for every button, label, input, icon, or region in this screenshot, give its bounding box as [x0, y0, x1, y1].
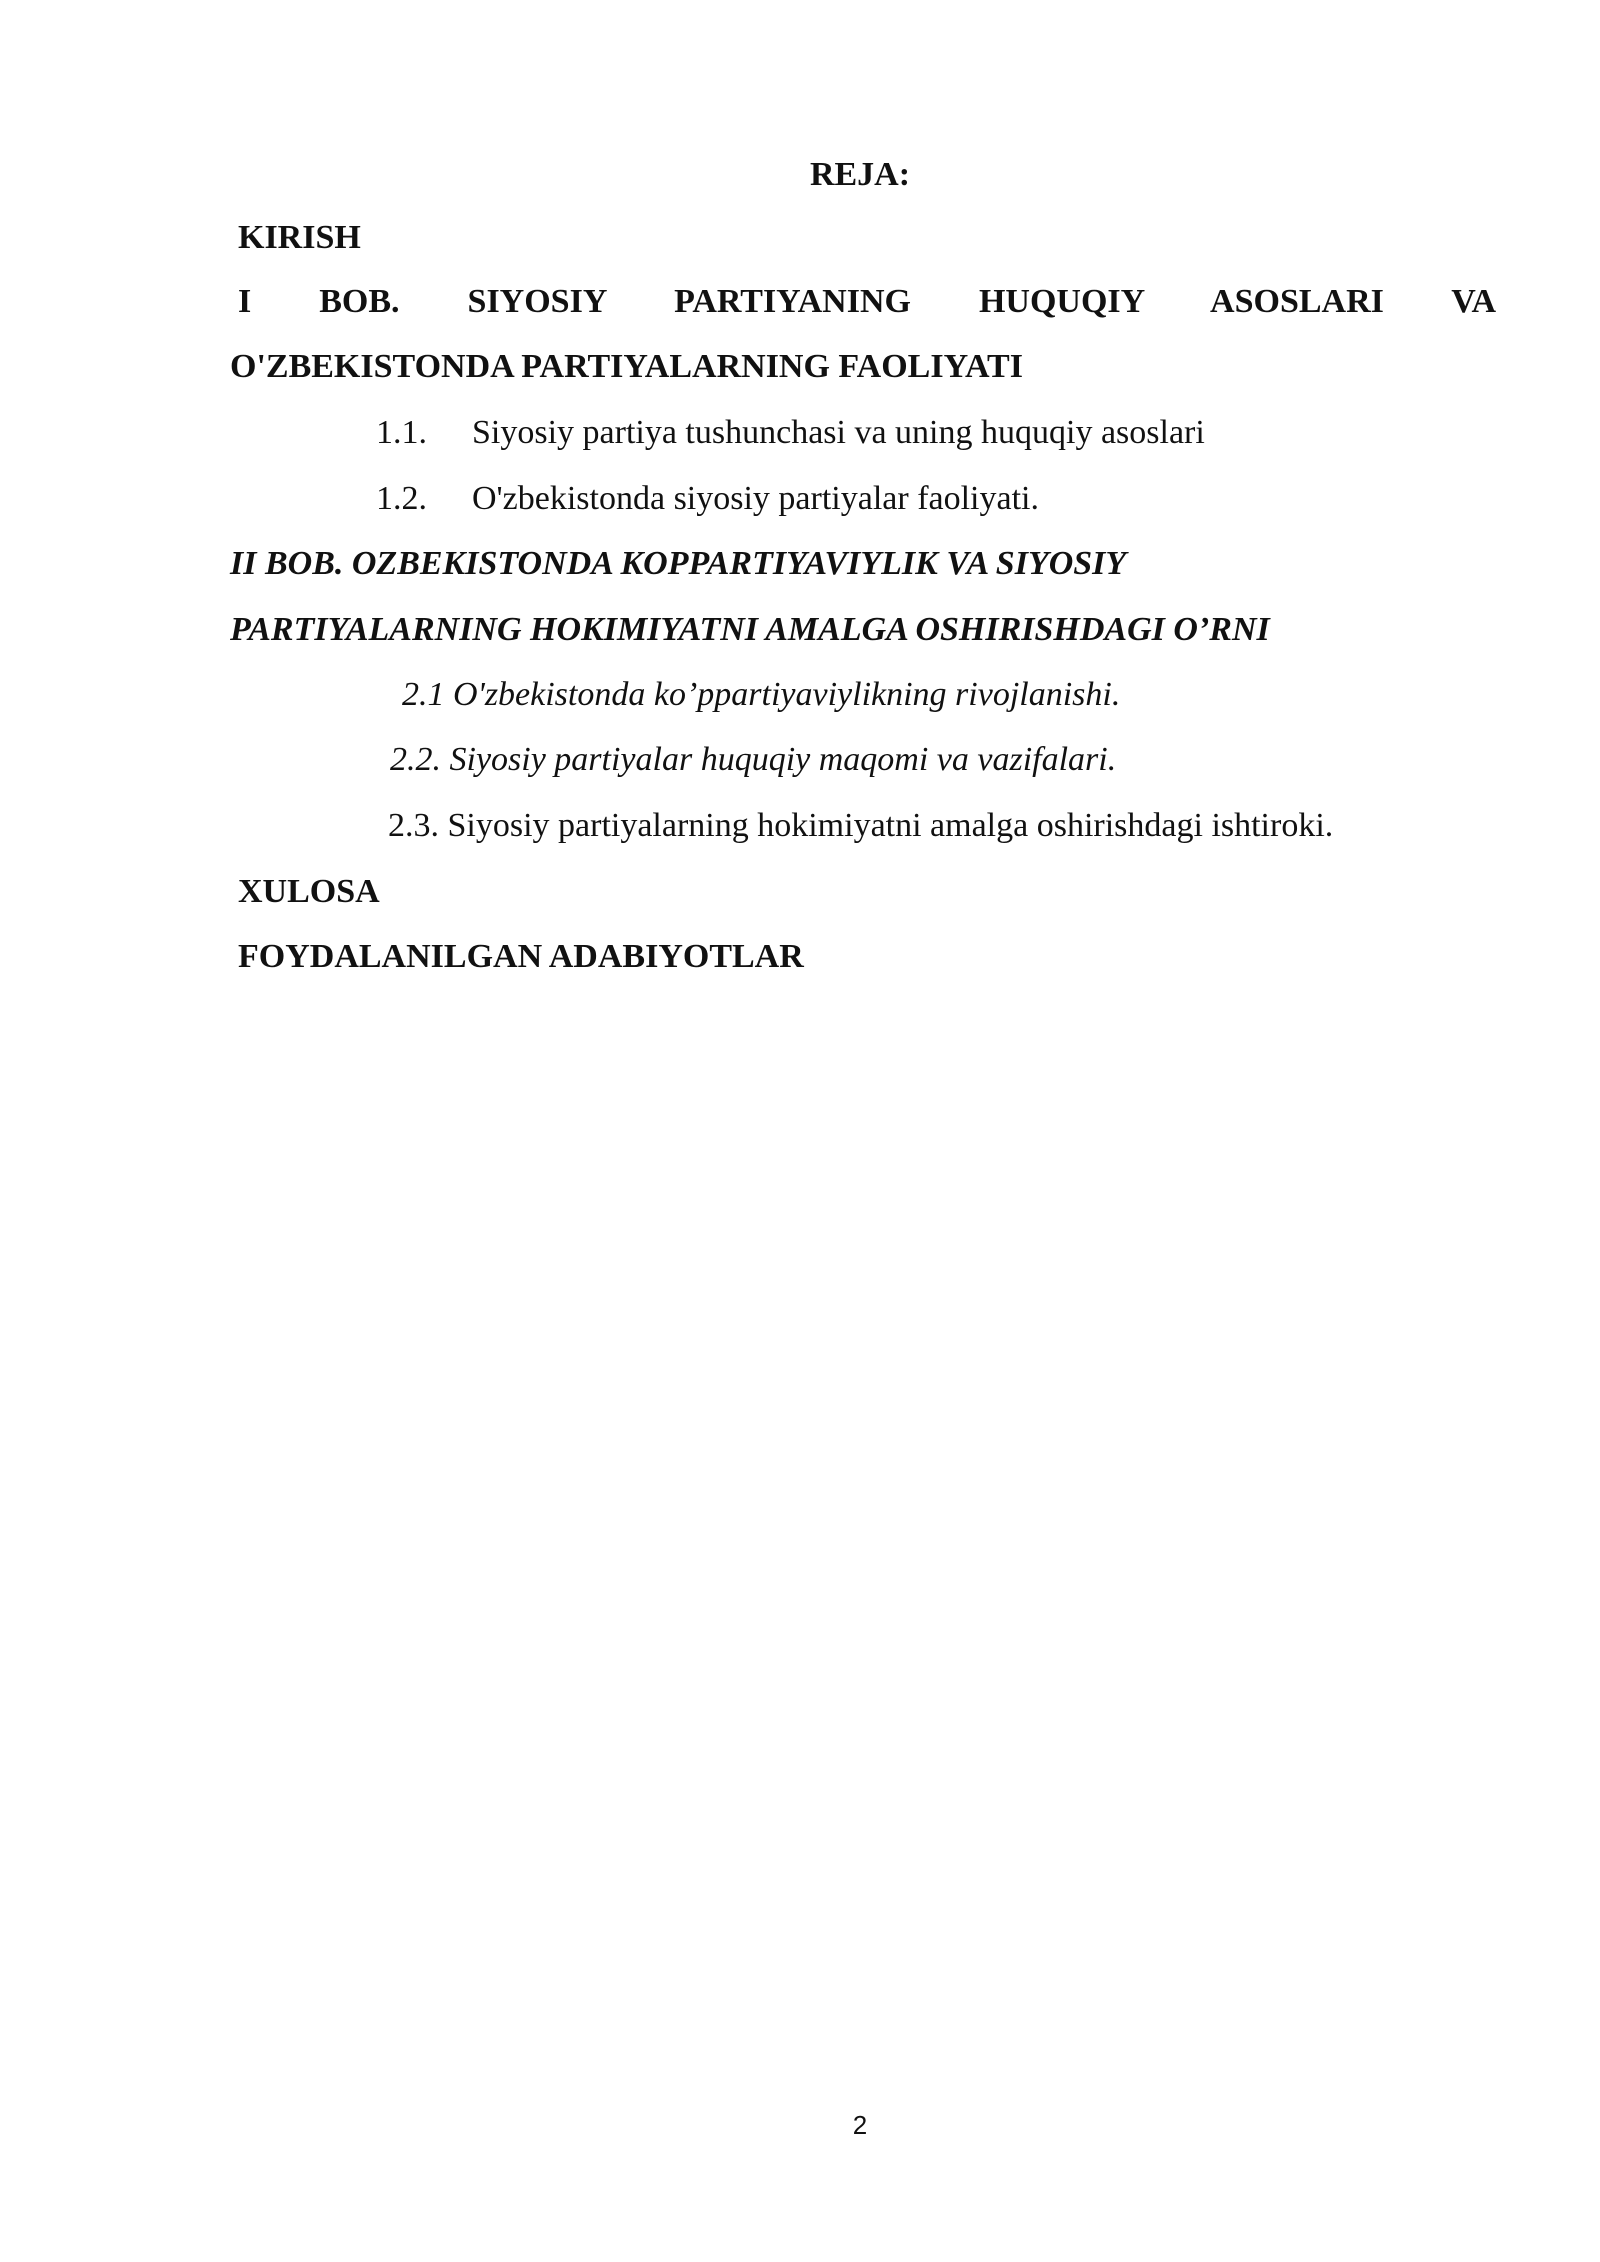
chapter1-item-2	[376, 479, 1039, 519]
chapter1-item-1-number: 1.1.	[376, 414, 427, 451]
section-references: FOYDALANILGAN ADABIYOTLAR	[238, 938, 804, 975]
page-number: 2	[852, 2110, 868, 2140]
chapter2-title-line2: PARTIYALARNING HOKIMIYATNI AMALGA OSHIRISHDAGI O’RNI	[230, 611, 1270, 648]
chapter2-item-3: 2.3. Siyosiy partiyalarning hokimiyatni amalga oshirishdagi ishtiroki.	[388, 807, 1334, 844]
chapter1-title-line1: I BOB. SIYOSIY PARTIYANING HUQUQIY ASOSLARI VA	[238, 283, 1496, 320]
chapter2-item-2: 2.2. Siyosiy partiyalar huquqiy maqomi va vazifalari.	[390, 741, 1117, 778]
chapter2-title-line1: II BOB. OZBEKISTONDA KOPPARTIYAVIYLIK VA SIYOSIY	[230, 545, 1127, 582]
page-title: REJA:	[809, 156, 911, 193]
chapter1-item-1	[376, 413, 1205, 453]
chapter2-item-1: 2.1 O'zbekistonda ko’ppartiyaviylikning rivojlanishi.	[402, 676, 1121, 713]
chapter1-item-2-number: 1.2.	[376, 480, 427, 517]
chapter1-item-2-text: O'zbekistonda siyosiy partiyalar faoliyati.	[472, 480, 1039, 517]
chapter1-item-1-text: Siyosiy partiya tushunchasi va uning huquqiy asoslari	[472, 414, 1205, 451]
section-conclusion: XULOSA	[238, 873, 380, 910]
chapter1-title-line2: O'ZBEKISTONDA PARTIYALARNING FAOLIYATI	[230, 348, 1023, 385]
section-intro: KIRISH	[238, 219, 361, 256]
